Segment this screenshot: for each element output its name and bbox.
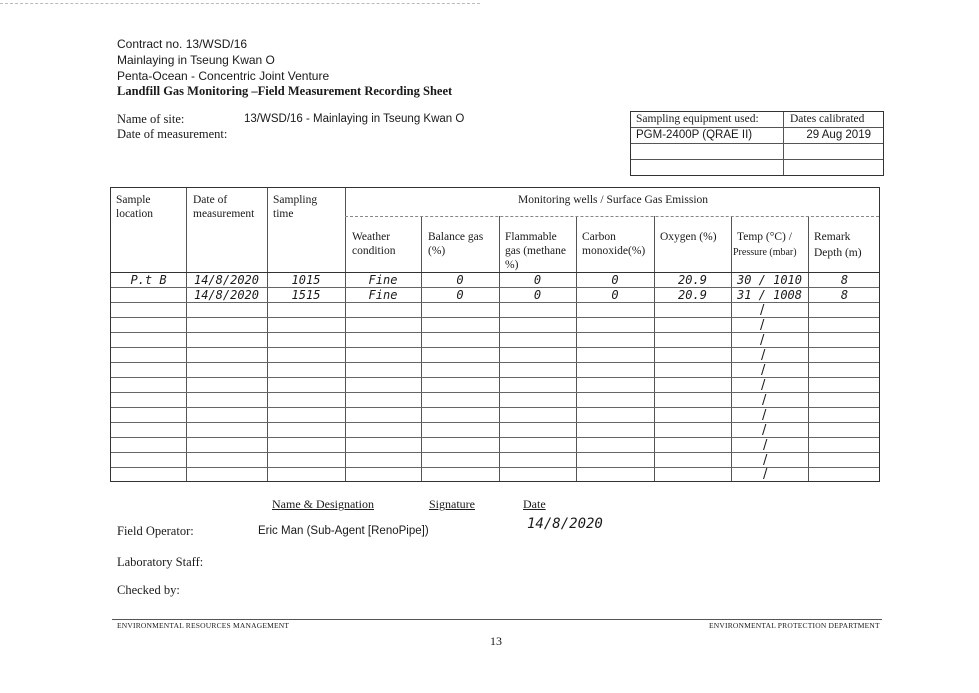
empty-slash: /	[763, 438, 768, 453]
row1-remark: 8	[840, 273, 849, 287]
row2-flammable: 0	[533, 288, 542, 302]
group-underline	[345, 216, 879, 217]
row1-weather: Fine	[368, 273, 398, 287]
date-header: Date	[523, 497, 546, 511]
row2-oxygen: 20.9	[678, 288, 707, 302]
row1-oxygen: 20.9	[678, 273, 707, 287]
equipment-empty-row	[631, 144, 883, 160]
equipment-header: Sampling equipment used:	[631, 112, 784, 127]
measurement-table	[110, 187, 880, 482]
field-operator-date: 14/8/2020	[527, 516, 603, 532]
header-balance-gas: Balance gas (%)	[428, 231, 484, 257]
row1-flammable: 0	[533, 273, 542, 287]
empty-slash: /	[762, 393, 767, 408]
row2-time: 1515	[291, 288, 321, 302]
field-operator-name: Eric Man (Sub-Agent [RenoPipe])	[258, 525, 429, 537]
name-designation-header: Name & Designation	[272, 497, 374, 511]
contract-number: Contract no. 13/WSD/16	[117, 37, 248, 51]
sheet-title: Landfill Gas Monitoring –Field Measurement Recording Sheet	[117, 84, 453, 98]
header-sampling-time: Sampling time	[273, 194, 318, 220]
equipment-name: PGM-2400P (QRAE II)	[631, 128, 784, 143]
row1-temp-pressure: 30 / 1010	[736, 273, 803, 287]
equipment-empty-row	[631, 160, 883, 175]
row1-time: 1015	[291, 273, 321, 287]
signature-header: Signature	[429, 497, 475, 511]
row2-balance: 0	[456, 288, 464, 302]
header-remark: Remark	[814, 231, 851, 243]
header-monitoring-group: Monitoring wells / Surface Gas Emission	[517, 194, 709, 206]
header-weather: Weather condition	[352, 231, 396, 257]
empty-slash: /	[763, 467, 768, 482]
equipment-row	[631, 128, 883, 144]
header-sample-location: Sample location	[116, 194, 154, 220]
checked-by-label: Checked by:	[117, 583, 180, 597]
laboratory-staff-label: Laboratory Staff:	[117, 555, 204, 569]
header-flammable-gas: Flammable gas (methane %)	[505, 231, 566, 271]
row1-carbon: 0	[611, 273, 619, 287]
row2-carbon: 0	[611, 288, 619, 302]
empty-slash: /	[760, 333, 765, 348]
equipment-table	[630, 111, 884, 176]
row1-location: P.t B	[130, 273, 167, 287]
empty-slash: /	[762, 408, 767, 423]
header-date-of-measurement: Date of measurement	[193, 194, 255, 220]
header-depth: Depth (m)	[814, 247, 862, 259]
footer-rule	[112, 619, 882, 620]
row1-date: 14/8/2020	[193, 273, 260, 287]
column-divider	[421, 216, 422, 481]
measurement-date-label: Date of measurement:	[117, 127, 228, 141]
empty-slash: /	[760, 303, 765, 318]
calibration-header: Dates calibrated	[790, 113, 865, 125]
header-oxygen: Oxygen (%)	[660, 231, 717, 243]
footer-right: ENVIRONMENTAL PROTECTION DEPARTMENT	[709, 621, 880, 630]
empty-slash: /	[760, 318, 765, 333]
empty-slash: /	[761, 378, 766, 393]
project-name: Mainlaying in Tseung Kwan O	[117, 53, 275, 67]
row2-temp-pressure: 31 / 1008	[736, 288, 803, 302]
row1-balance: 0	[456, 273, 464, 287]
row2-date: 14/8/2020	[193, 288, 260, 302]
top-scan-line	[0, 3, 480, 4]
row2-remark: 8	[840, 288, 849, 302]
calibration-date: 29 Aug 2019	[806, 129, 871, 141]
header-pressure: Pressure (mbar)	[733, 247, 797, 258]
column-divider	[731, 216, 732, 481]
empty-slash: /	[763, 453, 768, 468]
column-divider	[576, 216, 577, 481]
page-number: 13	[490, 634, 502, 648]
row2-weather: Fine	[368, 288, 398, 302]
site-name-value: 13/WSD/16 - Mainlaying in Tseung Kwan O	[244, 113, 465, 125]
empty-slash: /	[761, 363, 766, 378]
empty-slash: /	[761, 348, 766, 363]
site-name-label: Name of site:	[117, 112, 185, 126]
field-operator-label: Field Operator:	[117, 524, 194, 538]
column-divider	[499, 216, 500, 481]
empty-slash: /	[762, 423, 767, 438]
header-temp: Temp (°C) /	[737, 231, 792, 243]
contractor-name: Penta-Ocean - Concentric Joint Venture	[117, 69, 330, 83]
footer-left: ENVIRONMENTAL RESOURCES MANAGEMENT	[117, 621, 290, 630]
equipment-header-row	[631, 112, 883, 128]
header-carbon-monoxide: Carbon monoxide(%)	[582, 231, 646, 257]
